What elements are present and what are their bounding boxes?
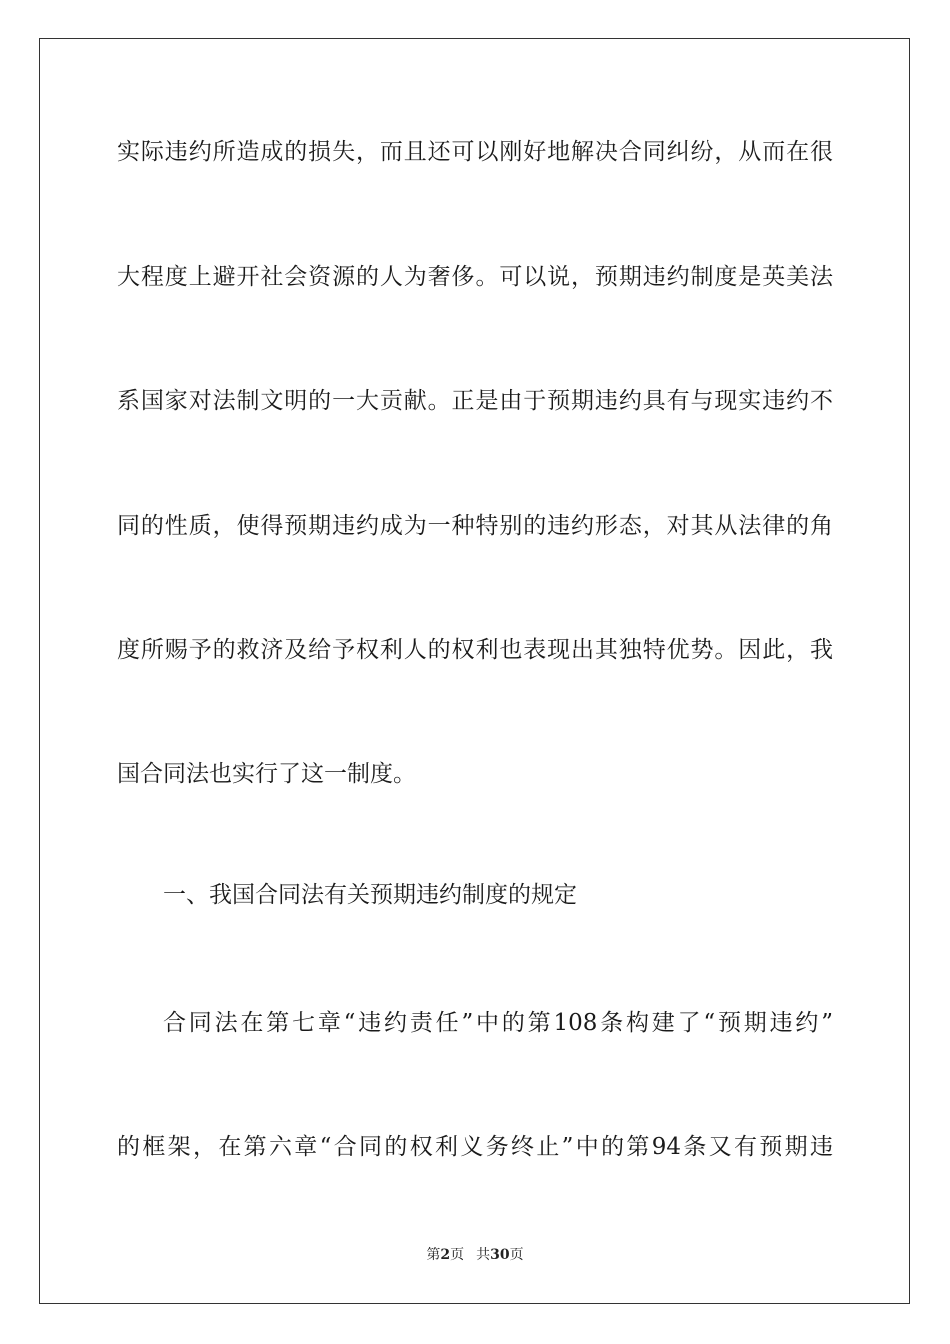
footer-total-suffix: 页 bbox=[509, 1247, 524, 1263]
footer-page-prefix: 第 bbox=[426, 1247, 441, 1263]
page-frame bbox=[39, 38, 910, 1304]
footer-total-prefix: 共 bbox=[476, 1247, 491, 1263]
body-line-8: 合同法在第七章“违约责任”中的第108条构建了“预期违约” bbox=[163, 1010, 833, 1036]
body-line-2: 大程度上避开社会资源的人为奢侈。可以说，预期违约制度是英美法 bbox=[117, 264, 833, 290]
page-footer bbox=[0, 1246, 950, 1264]
body-line-6: 国合同法也实行了这一制度。 bbox=[117, 761, 416, 787]
footer-page-number: 2 bbox=[440, 1247, 451, 1263]
footer-page-suffix: 页 bbox=[450, 1247, 465, 1263]
body-line-1: 实际违约所造成的损失，而且还可以刚好地解决合同纠纷，从而在很 bbox=[117, 139, 833, 165]
body-line-5: 度所赐予的救济及给予权利人的权利也表现出其独特优势。因此，我 bbox=[117, 637, 833, 663]
footer-total-number: 30 bbox=[490, 1247, 510, 1263]
body-line-9: 的框架，在第六章“合同的权利义务终止”中的第94条又有预期违 bbox=[117, 1134, 833, 1160]
section-heading: 一、我国合同法有关预期违约制度的规定 bbox=[163, 882, 577, 908]
body-line-3: 系国家对法制文明的一大贡献。正是由于预期违约具有与现实违约不 bbox=[117, 388, 833, 414]
body-line-4: 同的性质，使得预期违约成为一种特别的违约形态，对其从法律的角 bbox=[117, 513, 833, 539]
